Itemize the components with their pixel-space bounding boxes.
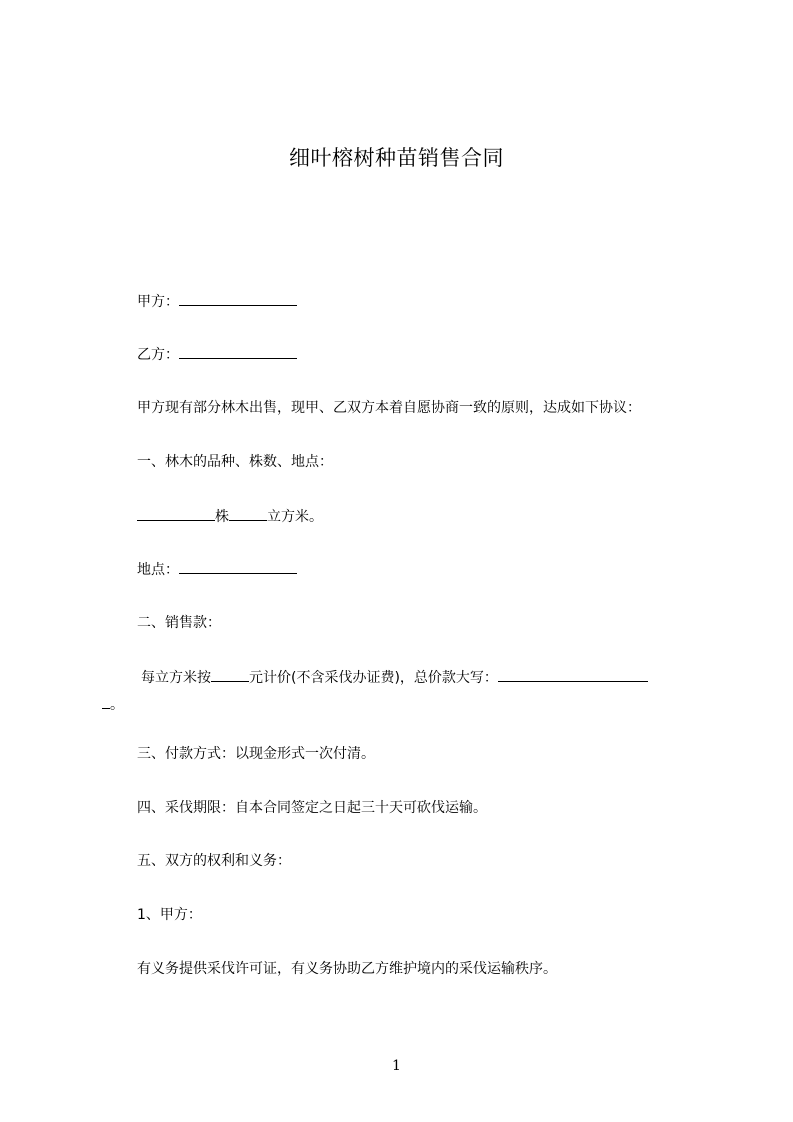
intro-paragraph: 甲方现有部分林木出售，现甲、乙双方本着自愿协商一致的原则，达成如下协议： <box>137 400 641 416</box>
location-blank <box>179 559 297 574</box>
party-a-line <box>137 291 297 312</box>
party-b-label: 乙方： <box>137 347 179 363</box>
price-line-continued <box>102 694 124 715</box>
quantity-line <box>137 506 323 527</box>
unit-price-blank <box>211 667 249 682</box>
section-5-heading: 五、双方的权利和义务： <box>137 853 291 869</box>
party-b-line <box>137 344 297 365</box>
tree-unit: 株 <box>215 509 229 525</box>
tree-count-blank <box>137 506 215 521</box>
section-3-payment: 三、付款方式：以现金形式一次付清。 <box>137 746 375 762</box>
party-a-blank <box>179 291 297 306</box>
section-1-heading: 一、林木的品种、株数、地点： <box>137 454 333 470</box>
total-price-blank-continued <box>102 694 110 709</box>
price-line <box>141 667 648 688</box>
section-2-heading: 二、销售款： <box>137 615 221 631</box>
location-line <box>137 559 297 580</box>
page-number: 1 <box>392 1058 401 1074</box>
total-price-blank <box>498 667 648 682</box>
item-1-text: 有义务提供采伐许可证，有义务协助乙方维护境内的采伐运输秩序。 <box>137 961 557 977</box>
page-title: 细叶榕树种苗销售合同 <box>289 146 504 170</box>
section-4-period: 四、采伐期限：自本合同签定之日起三十天可砍伐运输。 <box>137 800 487 816</box>
party-b-blank <box>179 344 297 359</box>
location-label: 地点： <box>137 562 179 578</box>
price-prefix: 每立方米按 <box>141 670 211 686</box>
volume-unit: 立方米。 <box>267 509 323 525</box>
volume-blank <box>229 506 267 521</box>
party-a-label: 甲方： <box>137 294 179 310</box>
price-middle: 元计价(不含采伐办证费)，总价款大写： <box>249 670 498 686</box>
item-1-heading: 1、甲方： <box>137 907 202 923</box>
price-suffix: 。 <box>110 697 124 713</box>
